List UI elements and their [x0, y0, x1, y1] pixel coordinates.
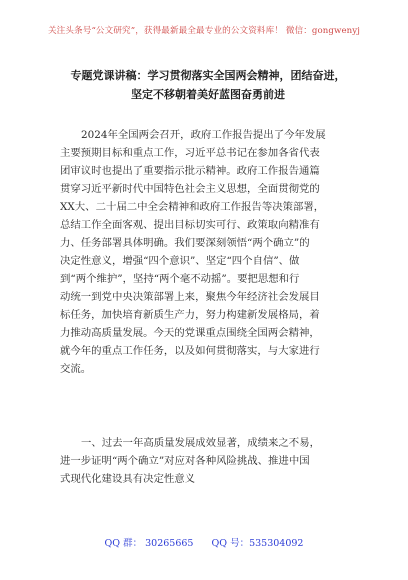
paragraph-intro: [60, 126, 350, 378]
title-line: 坚定不移朝着美好蓝图奋勇前进: [131, 88, 285, 101]
paragraph-line: 力推动高质量发展。今天的党课重点围绕全国两会精神，: [60, 327, 320, 339]
paragraph-section-one: [60, 434, 350, 488]
paragraph-line: 标任务，加快培育新质生产力，努力构建新发展格局，着: [60, 309, 320, 321]
document-title: [58, 66, 358, 104]
paragraph-line: 2024年全国两会召开，政府工作报告提出了今年发展: [81, 129, 326, 141]
footer-contact: [0, 535, 408, 549]
paragraph-line: 式现代化建设具有决定性意义: [60, 473, 196, 485]
paragraph-line: 交流。: [60, 363, 92, 375]
paragraph-line: 团审议时也提出了重要指示批示精神。政府工作报告通篇: [60, 165, 320, 177]
paragraph-line: 主要预期目标和重点工作，习近平总书记在参加各省代表: [60, 147, 320, 159]
footer-qq-group: QQ 群： 30265665: [104, 538, 194, 549]
paragraph-line: 一、过去一年高质量发展成效显著，成绩来之不易，: [81, 437, 320, 449]
paragraph-line: 贯穿习近平新时代中国特色社会主义思想，全面贯彻党的: [60, 183, 320, 195]
header-promo-note: 关注头条号“公文研究”，获得最新最全最专业的公文资料库！ 微信：gongwenyj: [47, 26, 361, 36]
footer-qq-number: QQ 号：535304092: [211, 538, 304, 549]
paragraph-line: 总结工作全面客观、提出目标切实可行、政策取向精准有: [60, 219, 320, 231]
paragraph-line: 到“两个维护”，坚持“两个毫不动摇”。要把思想和行: [60, 273, 300, 285]
title-line: 专题党课讲稿：学习贯彻落实全国两会精神，团结奋进，: [70, 69, 346, 82]
paragraph-line: 力、任务部署具体明确。我们要深刻领悟“两个确立”的: [60, 237, 310, 249]
paragraph-line: XX大、二十届二中全会精神和政府工作报告等决策部署，: [60, 201, 325, 213]
paragraph-line: 就今年的重点工作任务，以及如何贯彻落实，与大家进行: [60, 345, 320, 357]
paragraph-line: 决定性意义，增强“四个意识”、坚定“四个自信”、做: [60, 255, 300, 267]
paragraph-line: 动统一到党中央决策部署上来，聚焦今年经济社会发展目: [60, 291, 320, 303]
paragraph-line: 进一步证明“两个确立”对应对各种风险挑战、推进中国: [60, 455, 310, 467]
